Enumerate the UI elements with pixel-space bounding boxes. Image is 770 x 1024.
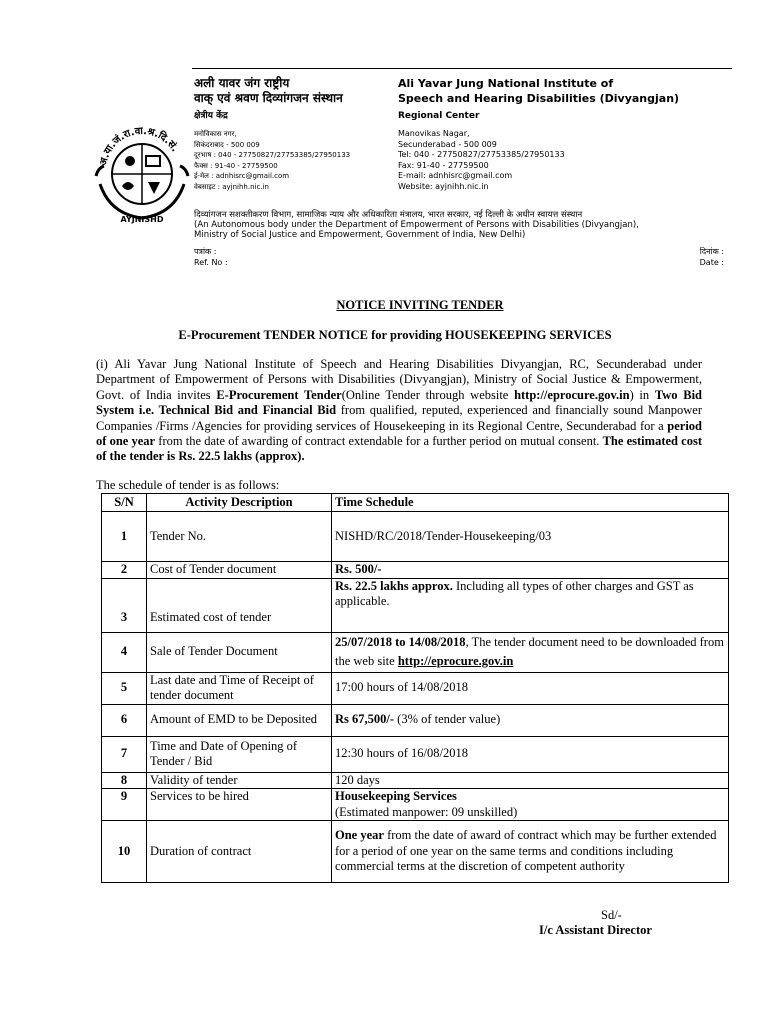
row-time-bold: One year <box>335 828 384 843</box>
row-time <box>332 562 729 579</box>
english-under-text-1: (An Autonomous body under the Department of Empowerment of Persons with Disabilities (Divyangjan), <box>194 220 639 230</box>
notice-subtitle: E-Procurement TENDER NOTICE for providing HOUSEKEEPING SERVICES <box>178 328 612 342</box>
table-row <box>102 736 729 772</box>
para-bold: Two Bid System i.e. Technical Bid and Financial Bid <box>96 387 703 418</box>
row-activity: Tender No. <box>147 512 332 562</box>
ref-no-label: Ref. No : <box>194 258 228 267</box>
table-row <box>102 704 729 736</box>
para-text: (i) Ali Yavar Jung National Institute of Speech and Hearing Disabilities Divyangjan, RC, Secunderabad under Department of Empowerment of Persons with Disabilities (Divyangjan), Ministry of Social Justice & Empowerment, Govt. of India invites <box>96 357 702 402</box>
date-label: Date : <box>699 258 724 267</box>
signature-designation: I/c Assistant Director <box>539 923 652 937</box>
english-address-line: Tel: 040 - 27750827/27753385/27950133 <box>398 150 565 159</box>
row-time-text: , The tender document need to be downloaded from the web site <box>335 635 724 668</box>
table-row <box>102 821 729 883</box>
tender-schedule-table <box>101 493 729 883</box>
para-bold-cost: The estimated cost of the tender is Rs. 22.5 lakhs (approx). <box>96 434 702 464</box>
hindi-title-line-2: वाक् एवं श्रवण दिव्यांगजन संस्थान <box>194 91 343 105</box>
para-text: from qualified, reputed, experienced and financially sound Manpower Companies /Firms /Agencies for providing services of Housekeeping in its Regional Centre, Secunderabad for a <box>96 403 702 433</box>
row-time-text: Including all types of other charges and GST as applicable. <box>335 578 694 608</box>
letterhead-hindi-column <box>194 76 394 192</box>
row-time-text: from the date of award of contract which may be further extended for a period of one year on the same terms and conditions including commercial terms at the discretion of competent authority <box>335 828 717 874</box>
letterhead <box>92 68 732 268</box>
english-address-line: Manovikas Nagar, <box>398 129 470 138</box>
hindi-address-line: फैक्स : 91-40 - 27759500 <box>194 161 278 170</box>
hindi-address-line: ई-मेल : adnhisrc@gmail.com <box>194 172 290 180</box>
table-header-row <box>102 494 729 512</box>
logo-label: AYJNISHD <box>120 215 164 224</box>
hindi-address-line: दूरभाष : 040 - 27750827/27753385/27950133 <box>194 151 351 159</box>
row-sn: 10 <box>102 821 147 883</box>
row-time-text: (Estimated manpower: 09 unskilled) <box>335 804 518 819</box>
header-activity: Activity Description <box>147 494 332 512</box>
row-sn: 1 <box>102 512 147 562</box>
row-sn: 7 <box>102 736 147 772</box>
row-sn: 6 <box>102 704 147 736</box>
english-address-line: E-mail: adnhisrc@gmail.com <box>398 171 513 180</box>
row-time-bold: Rs. 22.5 lakhs approx. <box>335 578 453 593</box>
row-sn: 2 <box>102 562 147 579</box>
para-text: (Online Tender through website <box>341 387 515 402</box>
para-bold: E-Procurement Tender <box>216 387 342 402</box>
signature-sd: Sd/- <box>601 908 622 922</box>
para-text: from the date of awarding of contract extendable for a further period on mutual consent. <box>155 434 603 449</box>
header-sn: S/N <box>102 494 147 512</box>
row-time-bold: Housekeeping Services <box>335 789 457 803</box>
table-row <box>102 512 729 562</box>
schedule-intro: The schedule of tender is as follows: <box>96 478 280 492</box>
english-address <box>398 129 738 192</box>
hindi-regional-center: क्षेत्रीय केंद्र <box>194 111 228 121</box>
row-sn: 3 <box>102 578 147 632</box>
letterhead-english-column <box>398 76 738 192</box>
row-sn: 4 <box>102 632 147 672</box>
hindi-date-label: दिनांक : <box>699 247 724 256</box>
hindi-under-text: दिव्यांगजन सशक्तीकरण विभाग, सामाजिक न्याय और अधिकारिता मंत्रालय, भारत सरकार, नई दिल्ली के अधीन स्वायत्त संस्थान <box>194 210 583 220</box>
institute-logo-icon <box>92 114 192 224</box>
hindi-ref-label: पत्रांक : <box>194 247 217 256</box>
english-title-line-1: Ali Yavar Jung National Institute of <box>398 77 614 90</box>
row-time-text: (3% of tender value) <box>394 712 501 727</box>
row-activity: Last date and Time of Receipt of tender document <box>147 672 332 704</box>
row-time <box>332 821 729 883</box>
row-activity: Amount of EMD to be Deposited <box>147 704 332 736</box>
row-sn: 8 <box>102 772 147 789</box>
para-bold-url: http://eprocure.gov.in <box>514 387 630 402</box>
row-time: NISHD/RC/2018/Tender-Housekeeping/03 <box>332 512 729 562</box>
notice-title: NOTICE INVITING TENDER <box>336 298 504 312</box>
table-row <box>102 632 729 672</box>
english-address-line: Secunderabad - 500 009 <box>398 139 497 149</box>
row-time <box>332 578 729 632</box>
row-sn: 9 <box>102 789 147 821</box>
row-activity: Services to be hired <box>147 789 332 821</box>
letterhead-top-rule <box>192 68 732 69</box>
row-time-bold: 25/07/2018 to 14/08/2018 <box>335 635 466 649</box>
table-row <box>102 772 729 789</box>
table-row <box>102 672 729 704</box>
row-time <box>332 632 729 672</box>
para-text: ) in <box>629 387 655 402</box>
row-sn: 5 <box>102 672 147 704</box>
row-activity: Validity of tender <box>147 772 332 789</box>
row-time-bold: Rs. 500/- <box>335 562 382 576</box>
hindi-address <box>194 129 394 192</box>
english-address-line: Website: ayjnihh.nic.in <box>398 181 489 191</box>
hindi-title-line-1: अली यावर जंग राष्ट्रीय <box>194 76 290 90</box>
hindi-address-line: सिकंदराबाद - 500 009 <box>194 140 260 149</box>
hindi-address-line: मनोविकास नगर, <box>194 130 237 138</box>
hindi-address-line: वेबसाइट : ayjnihh.nic.in <box>194 182 269 191</box>
para-bold: period of one year <box>96 418 702 449</box>
english-title-line-2: Speech and Hearing Disabilities (Divyangjan) <box>398 92 680 105</box>
english-address-line: Fax: 91-40 - 27759500 <box>398 160 489 170</box>
table-row <box>102 789 729 821</box>
table-row <box>102 562 729 579</box>
table-row <box>102 578 729 632</box>
notice-paragraph <box>96 357 702 465</box>
row-activity: Duration of contract <box>147 821 332 883</box>
logo-seal-text: अ.या.जं.रा.वा.श्र.दि.सं. <box>98 125 181 167</box>
row-activity: Cost of Tender document <box>147 562 332 579</box>
reference-line <box>194 246 734 268</box>
row-activity: Estimated cost of tender <box>147 578 332 632</box>
autonomous-body-statement <box>194 210 734 240</box>
row-time <box>332 704 729 736</box>
english-under-text-2: Ministry of Social Justice and Empowerment, Government of India, New Delhi) <box>194 230 526 240</box>
row-time-bold: Rs 67,500/- <box>335 712 395 727</box>
header-time: Time Schedule <box>332 494 729 512</box>
english-regional-center: Regional Center <box>398 111 480 121</box>
row-time: 17:00 hours of 14/08/2018 <box>332 672 729 704</box>
row-time: 120 days <box>332 772 729 789</box>
eprocure-link[interactable]: http://eprocure.gov.in <box>397 654 514 668</box>
row-time <box>332 789 729 821</box>
row-activity: Time and Date of Opening of Tender / Bid <box>147 736 332 772</box>
row-activity: Sale of Tender Document <box>147 632 332 672</box>
row-time: 12:30 hours of 16/08/2018 <box>332 736 729 772</box>
